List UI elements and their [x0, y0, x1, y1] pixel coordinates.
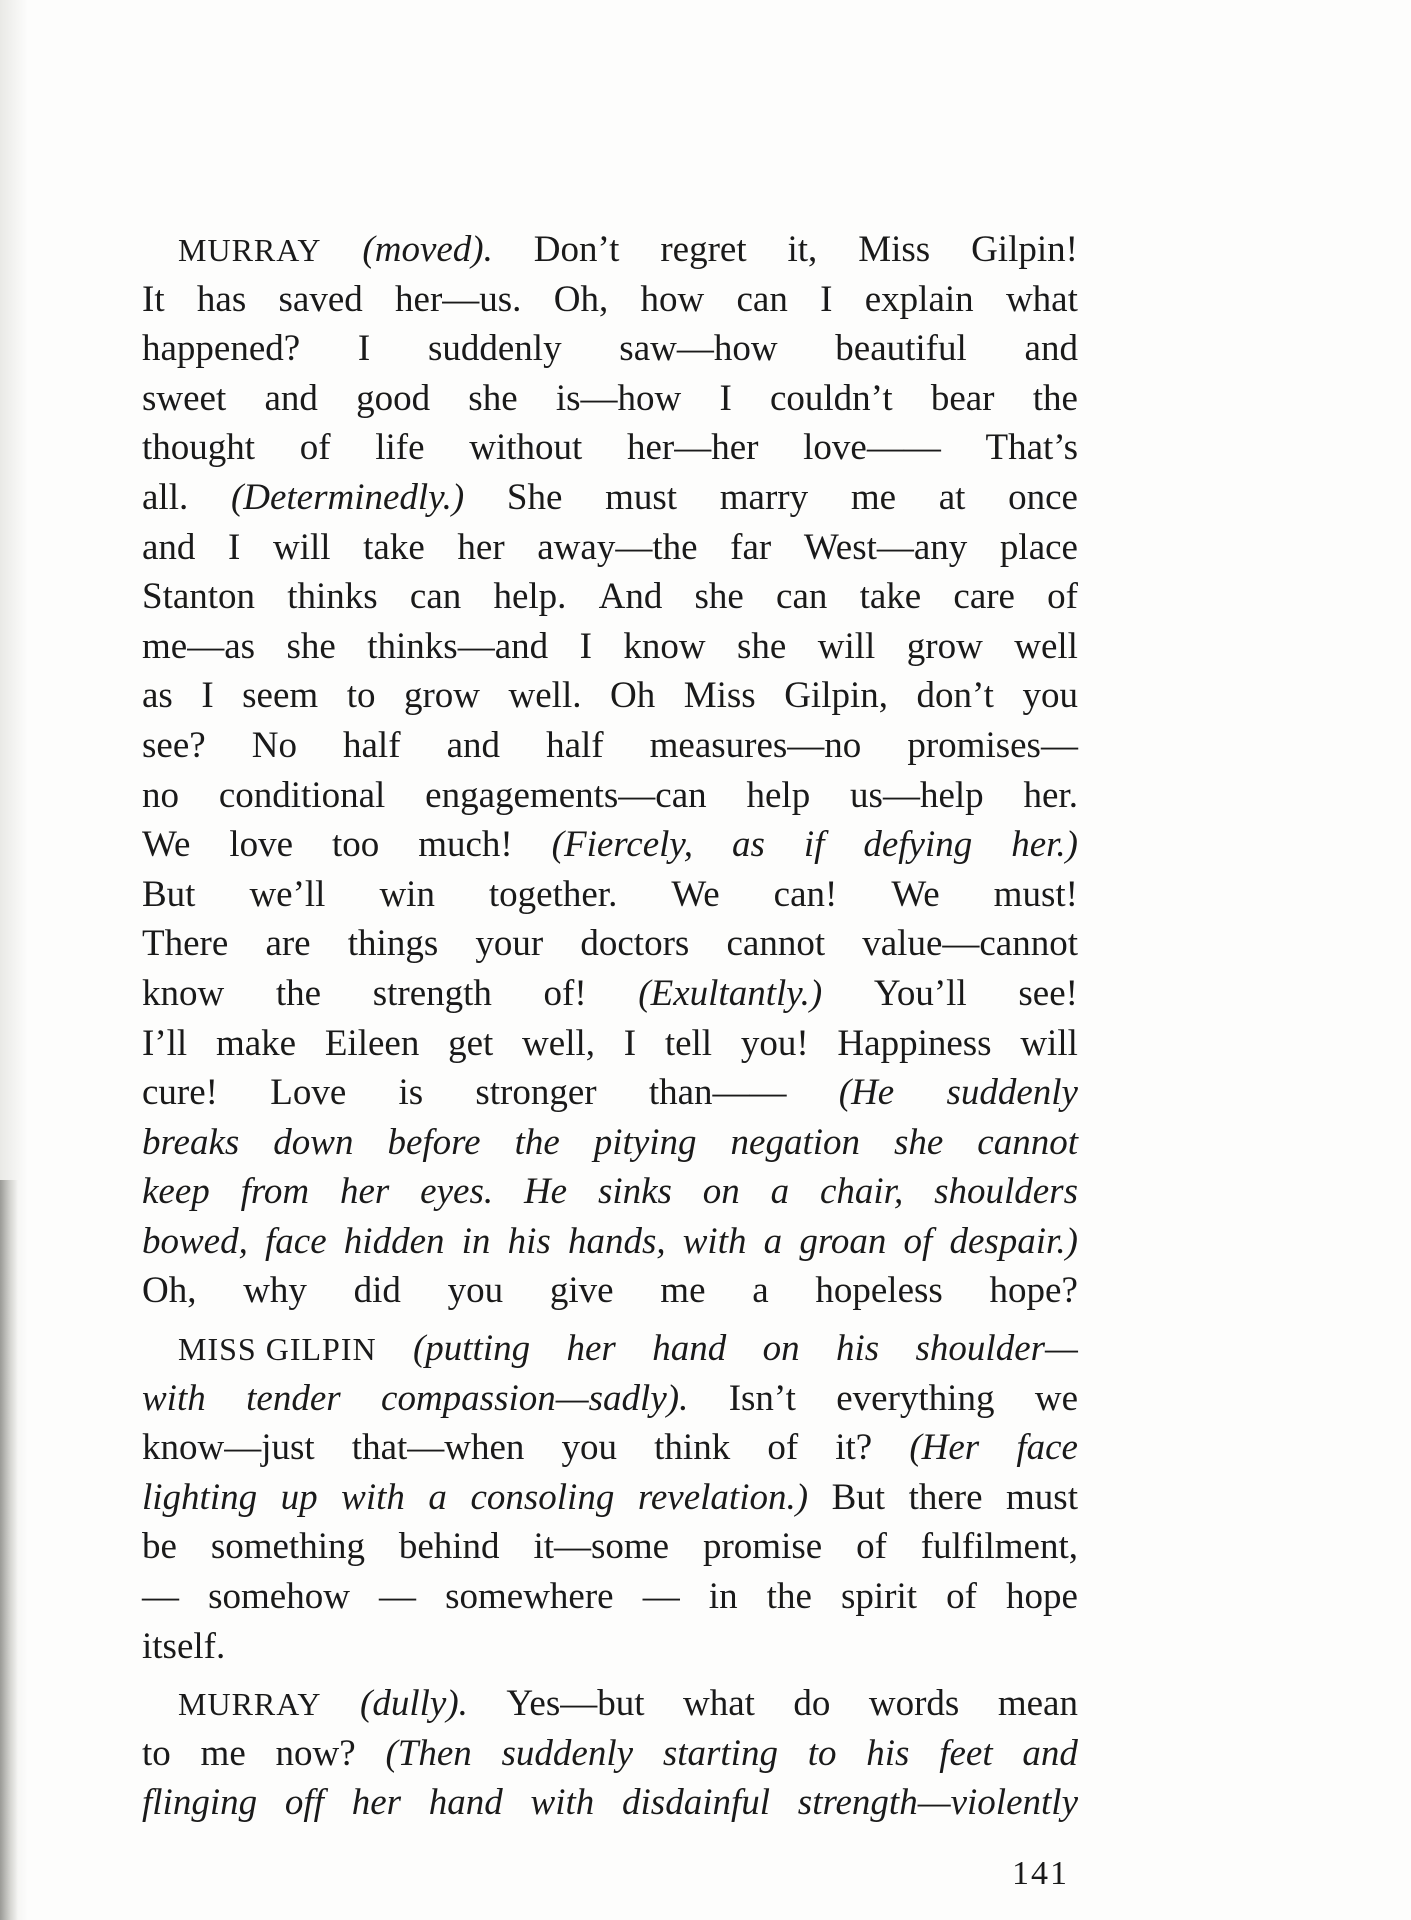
text-line: There are things your doctors cannot value—cannot [142, 923, 1078, 965]
text-line: It has saved her—us. Oh, how can I explain what [142, 278, 1078, 320]
text-line: as I seem to grow well. Oh Miss Gilpin, don’t you [142, 675, 1078, 717]
text-line: know—just that—when you think of it? (Her face [142, 1423, 1078, 1473]
stage-direction: (Then [385, 1732, 472, 1774]
text-line: no conditional engagements—can help us—help her. [142, 774, 1078, 816]
speaker-name: MURRAY [178, 1686, 322, 1723]
speech-gap [142, 1671, 1078, 1679]
binding-shadow [0, 1180, 18, 1920]
text-line: and I will take her away—the far West—any place [142, 526, 1078, 568]
text-line: all. (Determinedly.) She must marry me at once [142, 473, 1078, 523]
text-line: We love too much! (Fiercely, as if defying her.) [142, 820, 1078, 870]
stage-direction: (putting [412, 1328, 531, 1370]
text-line: bowed, face hidden in his hands, with a groan of despair.) [142, 1220, 1078, 1262]
text-line: breaks down before the pitying negation she cannot [142, 1121, 1078, 1163]
text-line: I’ll make Eileen get well, I tell you! Happiness will [142, 1022, 1078, 1064]
stage-direction: (Fiercely, [551, 824, 694, 866]
text-line: cure! Love is stronger than—— (He suddenly [142, 1068, 1078, 1118]
text-line: see? No half and half measures—no promises— [142, 724, 1078, 766]
text-line: lighting up with a consoling revelation.) But there must [142, 1476, 1078, 1518]
text-line: MISS GILPIN (putting her hand on his shoulder— [142, 1324, 1078, 1374]
speaker-name: MURRAY [178, 232, 322, 268]
text-line: — somehow — somewhere — in the spirit of hope [142, 1576, 1078, 1618]
text-line: know the strength of! (Exultantly.) You’ll see! [142, 969, 1078, 1019]
text-line: But we’ll win together. We can! We must! [142, 873, 1078, 915]
text-line: thought of life without her—her love—— That’s [142, 427, 1078, 469]
text-line: with tender compassion—sadly). Isn’t everything we [142, 1377, 1078, 1419]
text-line: Stanton thinks can help. And she can take care of [142, 576, 1078, 618]
play-text [142, 225, 1078, 1828]
text-line: me—as she thinks—and I know she will grow well [142, 625, 1078, 667]
text-line: flinging off her hand with disdainful strength—violently [142, 1782, 1078, 1824]
text-line: itself. [142, 1625, 226, 1667]
text-line: keep from her eyes. He sinks on a chair, shoulders [142, 1171, 1078, 1213]
text-line: happened? I suddenly saw—how beautiful and [142, 328, 1078, 370]
stage-direction: (Her [909, 1427, 980, 1469]
text-line: MURRAY (dully). Yes—but what do words mean [142, 1679, 1078, 1729]
speech-gap [142, 1316, 1078, 1324]
text-line: Oh, why did you give me a hopeless hope? [142, 1270, 1078, 1312]
speaker-name: MISS GILPIN [178, 1331, 377, 1368]
text-line: sweet and good she is—how I couldn’t bear the [142, 377, 1078, 419]
stage-direction: (Determinedly.) [230, 476, 465, 518]
text-line: MURRAY (moved). Don’t regret it, Miss Gilpin! [142, 225, 1078, 275]
page-number: 141 [1012, 1855, 1069, 1892]
stage-direction: (He [838, 1072, 895, 1114]
stage-direction: (moved). [362, 229, 493, 270]
stage-direction: (Exultantly.) [638, 972, 823, 1014]
text-line: to me now? (Then suddenly starting to his feet and [142, 1729, 1078, 1779]
stage-direction: (dully). [360, 1683, 468, 1725]
text-line: be something behind it—some promise of fulfilment, [142, 1526, 1078, 1568]
